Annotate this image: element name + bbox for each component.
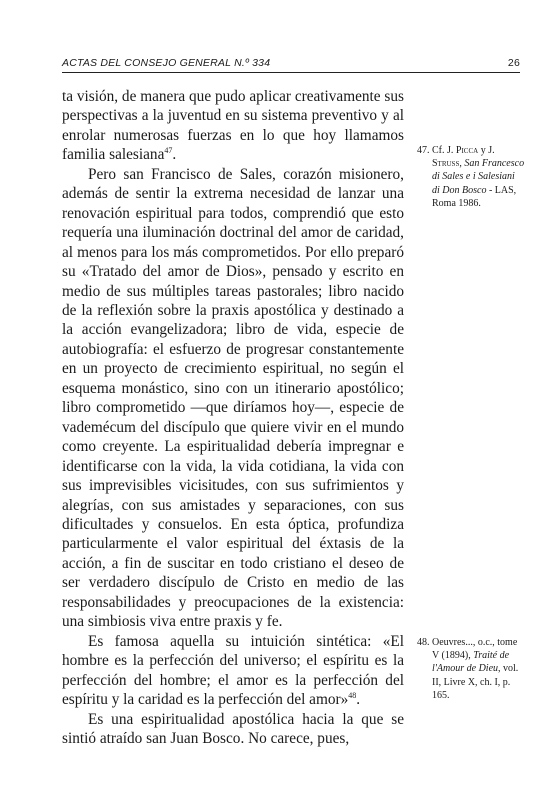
note-title: Traité de l'Amour de Dieu [432,650,510,675]
footnote-ref-48: 48 [348,691,357,701]
note-author: Struss [432,158,460,170]
paragraph-1: ta visión, de manera que pudo aplicar creativamente sus perspectivas a la juventud en su sistema preventivo y al enrolar numerosas fuerzas en lo que hoy llamamos familia salesiana$^{47}$. [62,88,404,164]
header-rule [62,72,520,73]
paragraph-2: Pero san Francisco de Sales, corazón misionero, además de sentir la extrema necesidad de lanzar una renovación espiritual para todos, comprendió que esto requería una iluminación doctrinal del amor de caridad, al menos para los más comprometidos. Por ello preparó su «Tratado del amor de Dios», pensado y escrito en medio de sus múltiples tareas pastorales; libro nacido de la reflexión sobre la praxis apostólica y destinado a la acción evangelizadora; libro de vida, especie de autobiografía: el esfuerzo de progresar constantemente en un proyecto de crecimiento espiritual, no según el esquema monástico, sino con un itinerario apostólico; libro comprometido —que diríamos hoy—, especie de vademécum del discípulo que quiere vivir en el mundo como creyente. La espiritualidad debería impregnar e identificarse con la vida, la vida cotidiana, la vida con sus imprevisibles vicisitudes, con sus sufrimientos y alegrías, con sus amistades y separaciones, con sus dificultades y consuelos. En esta óptica, profundiza particularmente el valor espiritual del éxtasis de la acción, a fin de suscitar en todo cristiano el deseo de ser verdadero discípulo de Cristo en medio de las responsabilidades y preocupaciones de la existencia: una simbiosis viva entre praxis y fe. [62,165,404,631]
note-title: San Francesco di Sales e i Salesiani di Don Bosco [432,158,525,196]
footnote-ref-47: 47 [164,146,173,156]
margin-note-47: 47. Cf. J. Picca y J. Struss, San Francesco di Sales e i Salesiani di Don Bosco - LAS, Roma 1986. [417,145,525,209]
running-title: ACTAS DEL CONSEJO GENERAL N.º 334 [62,57,271,69]
note-author: Picca [455,145,479,156]
paragraph-4: Es una espiritualidad apostólica hacia la que se sintió atraído san Juan Bosco. No carece, pues, [62,710,404,747]
margin-note-48: 48. Oeuvres..., o.c., tome V (1894), Traité de l'Amour de Dieu, vol. II, Livre X, ch. I, p. 165. [417,637,519,701]
note-number: 47. [417,145,430,156]
paragraph-3: Es famosa aquella su intuición sintética: «El hombre es la perfección del universo; el espíritu es la perfección del hombre; el amor es la perfección del espíritu y la caridad es la perfección del amor»$^{48}$. [62,632,404,709]
note-number: 48. [417,637,430,648]
page-number: 26 [507,57,520,69]
body-text [62,87,404,748]
